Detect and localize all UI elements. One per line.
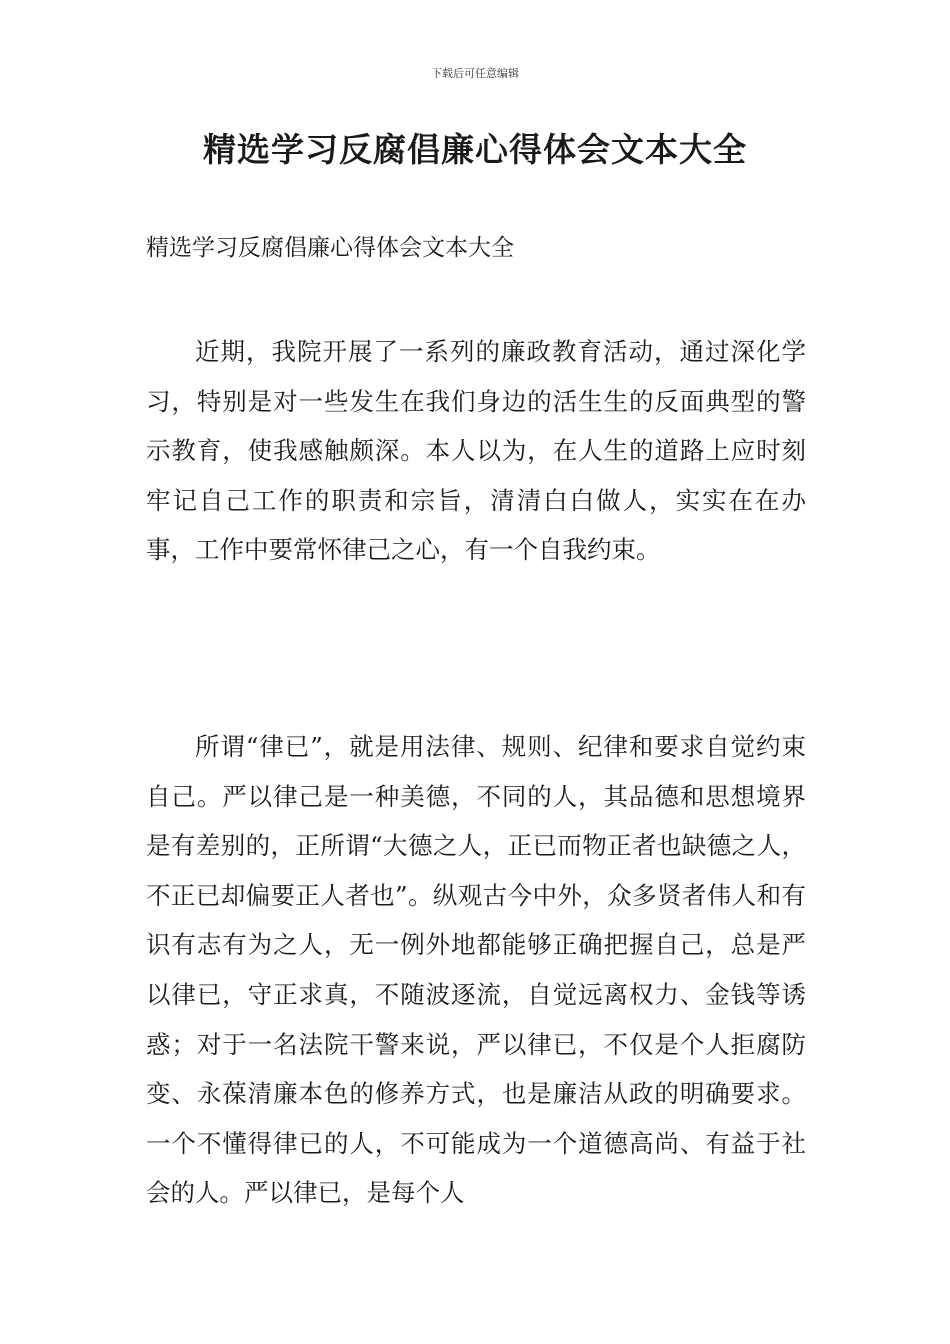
- document-title: 精选学习反腐倡廉心得体会文本大全: [203, 130, 747, 169]
- document-subtitle: 精选学习反腐倡廉心得体会文本大全: [146, 235, 514, 261]
- paragraph-1: 近期，我院开展了一系列的廉政教育活动，通过深化学习，特别是对一些发生在我们身边的活生生的反面典型的警示教育，使我感触颇深。本人以为，在人生的道路上应时刻牢记自己工作的职责和宗旨，清清白白做人，实实在在办事，工作中要常怀律己之心，有一个自我约束。: [146, 337, 806, 565]
- paragraph-2: 所谓“律已”，就是用法律、规则、纪律和要求自觉约束自己。严以律己是一种美德，不同的人，其品德和思想境界是有差别的，正所谓“大德之人，正已而物正者也缺德之人，不正已却偏要正人者也”。纵观古今中外，众多贤者伟人和有识有志有为之人，无一例外地都能够正确把握自己，总是严以律已，守正求真，不随波逐流，自觉远离权力、金钱等诱惑；对于一名法院干警来说，严以律已，不仅是个人拒腐防变、永葆清廉本色的修养方式，也是廉洁从政的明确要求。一个不懂得律已的人，不可能成为一个道德高尚、有益于社会的人。严以律已，是每个人: [146, 732, 806, 1208]
- header-note: 下载后可任意编辑: [431, 67, 519, 80]
